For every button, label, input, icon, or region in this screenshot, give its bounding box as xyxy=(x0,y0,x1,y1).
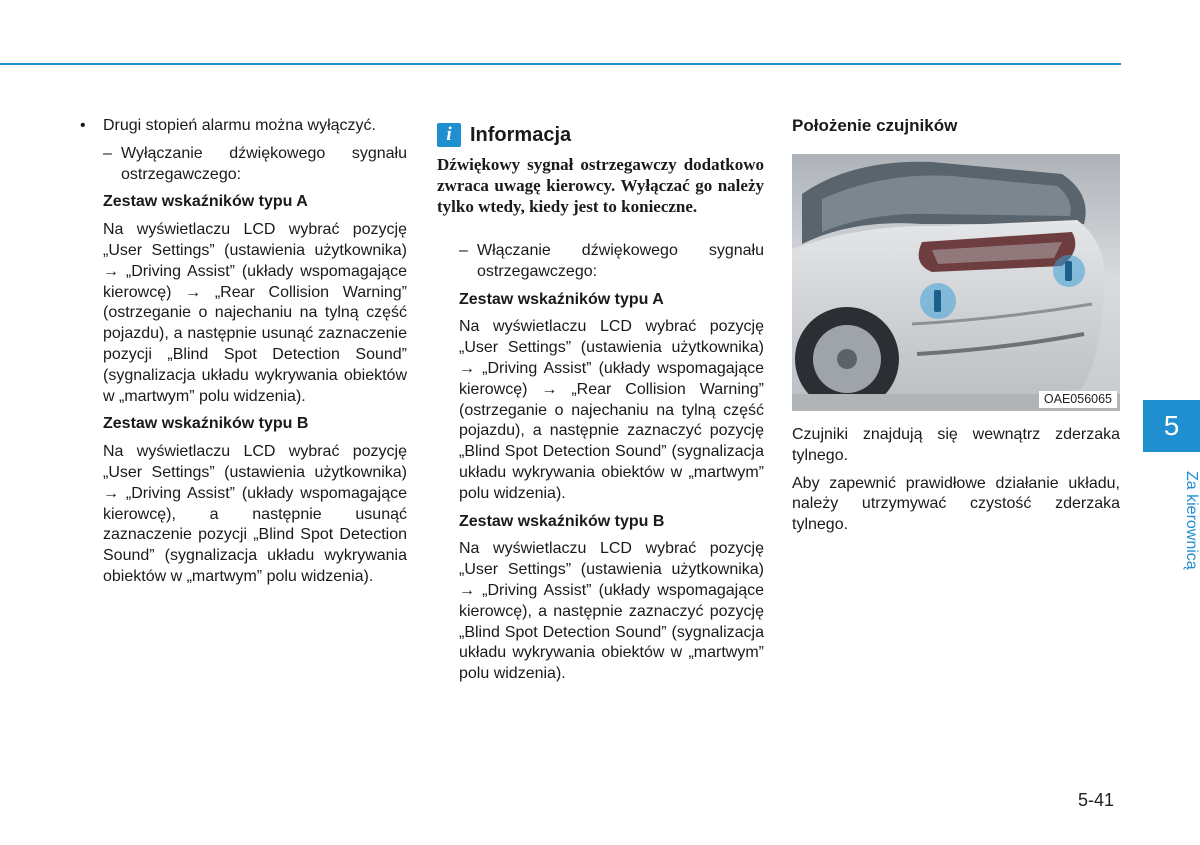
body-text: Czujniki znajdują się wewnątrz zderzaka tylnego. xyxy=(792,426,1120,464)
left-column xyxy=(80,116,407,588)
middle-column xyxy=(437,118,764,685)
dash-text: Wyłączanie dźwiękowego sygnału ostrzegawczego: xyxy=(121,144,407,183)
dash-text: Włączanie dźwiękowego sygnału ostrzegawczego: xyxy=(477,242,764,280)
car-rear-illustration xyxy=(792,154,1120,411)
dash-item xyxy=(103,144,407,186)
subsection-a xyxy=(103,192,407,587)
figure-code: OAE056065 xyxy=(1039,391,1117,408)
right-column xyxy=(792,116,1120,536)
dash-icon: – xyxy=(459,242,468,259)
info-text: Dźwiękowy sygnał ostrzegawczy dodatkowo zwraca uwagę kierowcy. Wyłączać go należy tylko wtedy, kiedy jest to konieczne. xyxy=(437,155,764,216)
dash-icon: – xyxy=(103,144,112,162)
section-title: Położenie czujników xyxy=(792,116,958,135)
subsection-text: Na wyświetlaczu LCD wybrać pozycję „User Settings” (ustawienia użytkownika) → „Driving Assist” (układy wspomagające kierowcę), a następnie usunąć zaznaczenie pozycji „Blind Spot Detection Sound” (sygnalizacja układu wykrywania obiektów w „martwym” polu widzenia). xyxy=(103,443,407,585)
subsection-heading: Zestaw wskaźników typu A xyxy=(103,193,308,211)
chapter-label: Za kierownicą xyxy=(1183,470,1200,570)
subsection-text: Na wyświetlaczu LCD wybrać pozycję „User Settings” (ustawienia użytkownika) → „Driving Assist” (układy wspomagające kierowcę), a następnie zaznaczyć pozycję „Blind Spot Detection Sound” (sygnalizacja układu wykrywania obiektów w „martwym” polu widzenia). xyxy=(459,540,764,683)
bullet-icon: • xyxy=(80,117,86,134)
page-number: 5-41 xyxy=(1078,790,1115,810)
sensor-location-figure xyxy=(792,154,1120,411)
bullet-item xyxy=(80,116,407,137)
dash-item xyxy=(459,241,764,283)
subsection-heading: Zestaw wskaźników typu B xyxy=(103,415,309,433)
bullet-text: Drugi stopień alarmu można wyłączyć. xyxy=(103,117,376,134)
subsection-a xyxy=(459,290,764,685)
header-rule xyxy=(0,63,1121,65)
chapter-tab: 5 xyxy=(1143,400,1200,452)
subsection-heading: Zestaw wskaźników typu B xyxy=(459,512,665,530)
info-title: Informacja xyxy=(470,123,572,146)
info-icon: i xyxy=(437,123,461,147)
subsection-heading: Zestaw wskaźników typu A xyxy=(459,290,664,308)
subsection-text: Na wyświetlaczu LCD wybrać pozycję „User Settings” (ustawienia użytkownika) → „Driving Assist” (układy wspomagające kierowcę) → „Rear Collision Warning” (ostrzeganie o najechaniu na tylną część pojazdu), a następnie usunąć zaznaczenie pozycji „Blind Spot Detection Sound” (sygnalizacja układu wykrywania obiektów w „martwym” polu widzenia). xyxy=(103,221,407,405)
body-text: Aby zapewnić prawidłowe działanie układu, należy utrzymywać czystość zderzaka tylnego. xyxy=(792,474,1120,534)
info-header xyxy=(437,118,764,152)
subsection-text: Na wyświetlaczu LCD wybrać pozycję „User Settings” (ustawienia użytkownika) → „Driving Assist” (układy wspomagające kierowcę) → „Rear Collision Warning” (ostrzeganie o najechaniu na tylną część pojazdu), a następnie zaznaczyć pozycję „Blind Spot Detection Sound” (sygnalizacja układu wykrywania obiektów w „martwym” polu widzenia). xyxy=(459,318,764,502)
